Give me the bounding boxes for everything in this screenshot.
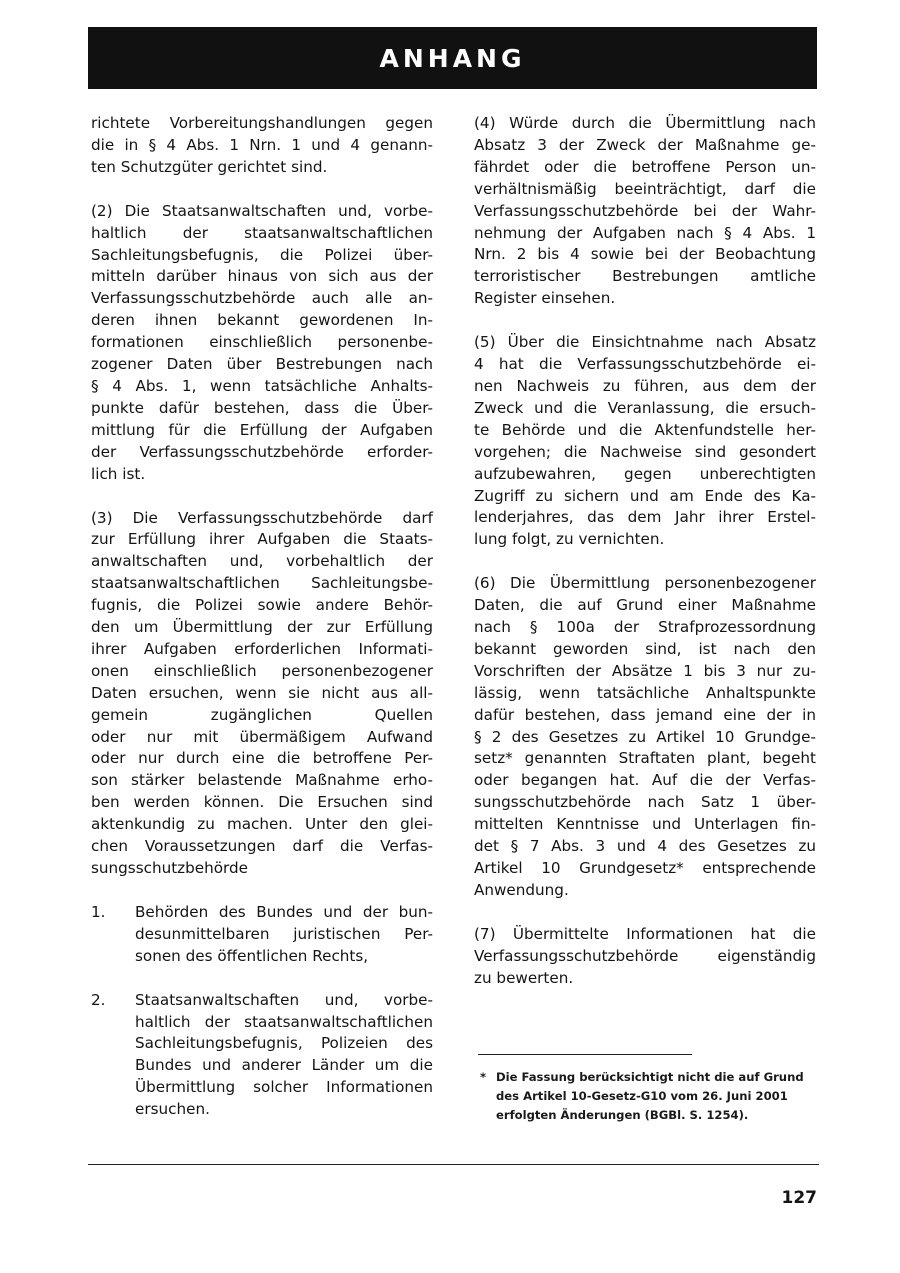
text-line: son stärker belastende Maßnahme erho- bbox=[91, 771, 433, 790]
text-line: 4 hat die Verfassungsschutzbehörde ei- bbox=[474, 355, 816, 374]
text-line: aktenkundig zu machen. Unter den glei- bbox=[91, 815, 433, 834]
text-line: aufzubewahren, gegen unberechtigten bbox=[474, 464, 816, 483]
footnote-divider bbox=[478, 1054, 692, 1055]
text-line: Sachleitungsbefugnis, die Polizei über- bbox=[91, 245, 433, 264]
text-line: chen Voraussetzungen darf die Verfas- bbox=[91, 837, 433, 856]
text-line: Verfassungsschutzbehörde bei der Wahr- bbox=[474, 201, 816, 220]
text-line: ten Schutzgüter gerichtet sind. bbox=[91, 157, 328, 176]
text-line: Anwendung. bbox=[474, 880, 569, 899]
text-line: Vorschriften der Absätze 1 bis 3 nur zu- bbox=[474, 661, 816, 680]
text-line: lässig, wenn tatsächliche Anhaltspunkte bbox=[474, 683, 816, 702]
text-line: Zweck und die Veranlassung, die ersuch- bbox=[474, 398, 816, 417]
text-line: verhältnismäßig beeinträchtigt, darf die bbox=[474, 179, 816, 198]
footnote-line: erfolgten Änderungen (BGBl. S. 1254). bbox=[496, 1108, 749, 1122]
text-line: Zugriff zu sichern und am Ende des Ka- bbox=[474, 486, 816, 505]
text-line: Artikel 10 Grundgesetz* entsprechende bbox=[474, 859, 816, 877]
text-line: Behörden des Bundes und der bun- bbox=[135, 902, 433, 921]
list-number: 2. bbox=[91, 990, 106, 1009]
text-line: mitteln darüber hinaus von sich aus der bbox=[91, 267, 433, 286]
text-line: den um Übermittlung der zur Erfüllung bbox=[91, 618, 433, 637]
text-line: setz* genannten Straftaten plant, begeht bbox=[474, 749, 816, 768]
text-line: det § 7 Abs. 3 und 4 des Gesetzes zu bbox=[474, 837, 816, 856]
text-line: (6) Die Übermittlung personenbezogener bbox=[474, 574, 816, 593]
text-line: zogener Daten über Bestrebungen nach bbox=[91, 355, 433, 374]
text-line: deren ihnen bekannt gewordenen In- bbox=[91, 311, 433, 330]
footnote-line: Die Fassung berücksichtigt nicht die auf Grund bbox=[496, 1070, 804, 1084]
text-line: zur Erfüllung ihrer Aufgaben die Staats- bbox=[91, 530, 433, 549]
text-line: Register einsehen. bbox=[474, 289, 616, 308]
section-title: ANHANG bbox=[379, 43, 526, 73]
list-number: 1. bbox=[91, 902, 106, 921]
text-line: Daten ersuchen, wenn sie nicht aus all- bbox=[91, 683, 433, 702]
footnote-mark: * bbox=[480, 1070, 487, 1084]
text-line: Verfassungsschutzbehörde auch alle an- bbox=[91, 289, 433, 308]
text-line: lung folgt, zu vernichten. bbox=[474, 530, 665, 549]
text-line: formationen einschließlich personenbe- bbox=[91, 333, 433, 352]
text-line: der Verfassungsschutzbehörde erforder- bbox=[91, 442, 433, 461]
text-line: terroristischer Bestrebungen amtliche bbox=[474, 267, 816, 286]
text-line: Staatsanwaltschaften und, vorbe- bbox=[135, 990, 433, 1009]
text-line: nehmung der Aufgaben nach § 4 Abs. 1 bbox=[474, 223, 816, 242]
paragraph-2 bbox=[91, 201, 433, 486]
list-item-2 bbox=[91, 990, 433, 1121]
text-line: vorgehen; die Nachweise sind gesondert bbox=[474, 442, 816, 461]
text-line: (3) Die Verfassungsschutzbehörde darf bbox=[91, 508, 433, 527]
paragraph-3 bbox=[91, 508, 433, 880]
footnote-line: des Artikel 10-Gesetz-G10 vom 26. Juni 2001 bbox=[496, 1089, 788, 1103]
text-line: (4) Würde durch die Übermittlung nach bbox=[474, 114, 816, 132]
text-line: oder nur durch eine die betroffene Per- bbox=[91, 749, 433, 768]
paragraph-continuation bbox=[91, 113, 433, 179]
text-line: Verfassungsschutzbehörde eigenständig bbox=[474, 946, 816, 965]
paragraph-6 bbox=[474, 573, 816, 902]
text-line: anwaltschaften und, vorbehaltlich der bbox=[91, 552, 433, 571]
text-line: haltlich der staatsanwaltschaftlichen bbox=[91, 223, 433, 242]
page-number: 127 bbox=[781, 1188, 817, 1208]
section-header-bar bbox=[88, 27, 817, 89]
text-line: bekannt geworden sind, ist nach den bbox=[474, 639, 816, 658]
list-item-1 bbox=[91, 902, 433, 968]
text-line: (7) Übermittelte Informationen hat die bbox=[474, 924, 816, 943]
text-line: Übermittlung solcher Informationen bbox=[135, 1078, 433, 1097]
text-line: sonen des öffentlichen Rechts, bbox=[135, 946, 369, 965]
text-line: oder nur mit übermäßigem Aufwand bbox=[91, 727, 433, 746]
text-line: lich ist. bbox=[91, 464, 146, 483]
text-line: sungsschutzbehörde bbox=[91, 859, 249, 877]
paragraph-7 bbox=[474, 924, 816, 990]
text-line: onen einschließlich personenbezogener bbox=[91, 661, 433, 680]
text-line: ersuchen. bbox=[135, 1100, 210, 1119]
text-line: Daten, die auf Grund einer Maßnahme bbox=[474, 596, 816, 615]
text-line: § 4 Abs. 1, wenn tatsächliche Anhalts- bbox=[91, 376, 433, 395]
text-line: zu bewerten. bbox=[474, 968, 574, 987]
text-line: staatsanwaltschaftlichen Sachleitungsbe- bbox=[91, 574, 433, 593]
text-line: desunmittelbaren juristischen Per- bbox=[135, 924, 433, 943]
text-line: ihrer Aufgaben erforderlichen Informati- bbox=[91, 639, 433, 658]
text-line: Bundes und anderer Länder um die bbox=[135, 1056, 433, 1075]
text-line: mittlung für die Erfüllung der Aufgaben bbox=[91, 420, 433, 439]
text-line: (2) Die Staatsanwaltschaften und, vorbe- bbox=[91, 201, 433, 220]
text-line: te Behörde und die Aktenfundstelle her- bbox=[474, 420, 816, 439]
text-line: haltlich der staatsanwaltschaftlichen bbox=[135, 1012, 433, 1031]
text-line: lenderjahres, das dem Jahr ihrer Erstel- bbox=[474, 508, 816, 527]
text-line: fugnis, die Polizei sowie andere Behör- bbox=[91, 596, 433, 615]
text-line: (5) Über die Einsichtnahme nach Absatz bbox=[474, 333, 816, 352]
text-line: die in § 4 Abs. 1 Nrn. 1 und 4 genann- bbox=[91, 135, 433, 154]
left-column bbox=[91, 113, 433, 1143]
paragraph-5 bbox=[474, 332, 816, 551]
text-line: mittelten Kenntnisse und Unterlagen fin- bbox=[474, 815, 816, 834]
text-line: punkte dafür bestehen, dass die Über- bbox=[91, 398, 433, 417]
text-line: Sachleitungsbefugnis, Polizeien des bbox=[135, 1034, 433, 1053]
footer-divider bbox=[88, 1164, 819, 1165]
text-line: gemein zugänglichen Quellen bbox=[91, 705, 433, 724]
text-line: Absatz 3 der Zweck der Maßnahme ge- bbox=[474, 135, 816, 154]
text-line: dafür bestehen, dass jemand eine der in bbox=[474, 705, 816, 724]
text-line: richtete Vorbereitungshandlungen gegen bbox=[91, 114, 433, 132]
text-line: Nrn. 2 bis 4 sowie bei der Beobachtung bbox=[474, 245, 816, 264]
text-line: oder begangen hat. Auf die der Verfas- bbox=[474, 771, 816, 790]
paragraph-4 bbox=[474, 113, 816, 310]
text-line: nach § 100a der Strafprozessordnung bbox=[474, 618, 816, 637]
text-line: nen Nachweis zu führen, aus dem der bbox=[474, 376, 816, 395]
text-line: § 2 des Gesetzes zu Artikel 10 Grundge- bbox=[474, 727, 816, 746]
right-column bbox=[474, 113, 816, 1012]
text-line: sungsschutzbehörde nach Satz 1 über- bbox=[474, 793, 816, 812]
text-line: fährdet oder die betroffene Person un- bbox=[474, 157, 816, 176]
footnote bbox=[480, 1068, 816, 1125]
text-line: ben werden können. Die Ersuchen sind bbox=[91, 793, 433, 812]
